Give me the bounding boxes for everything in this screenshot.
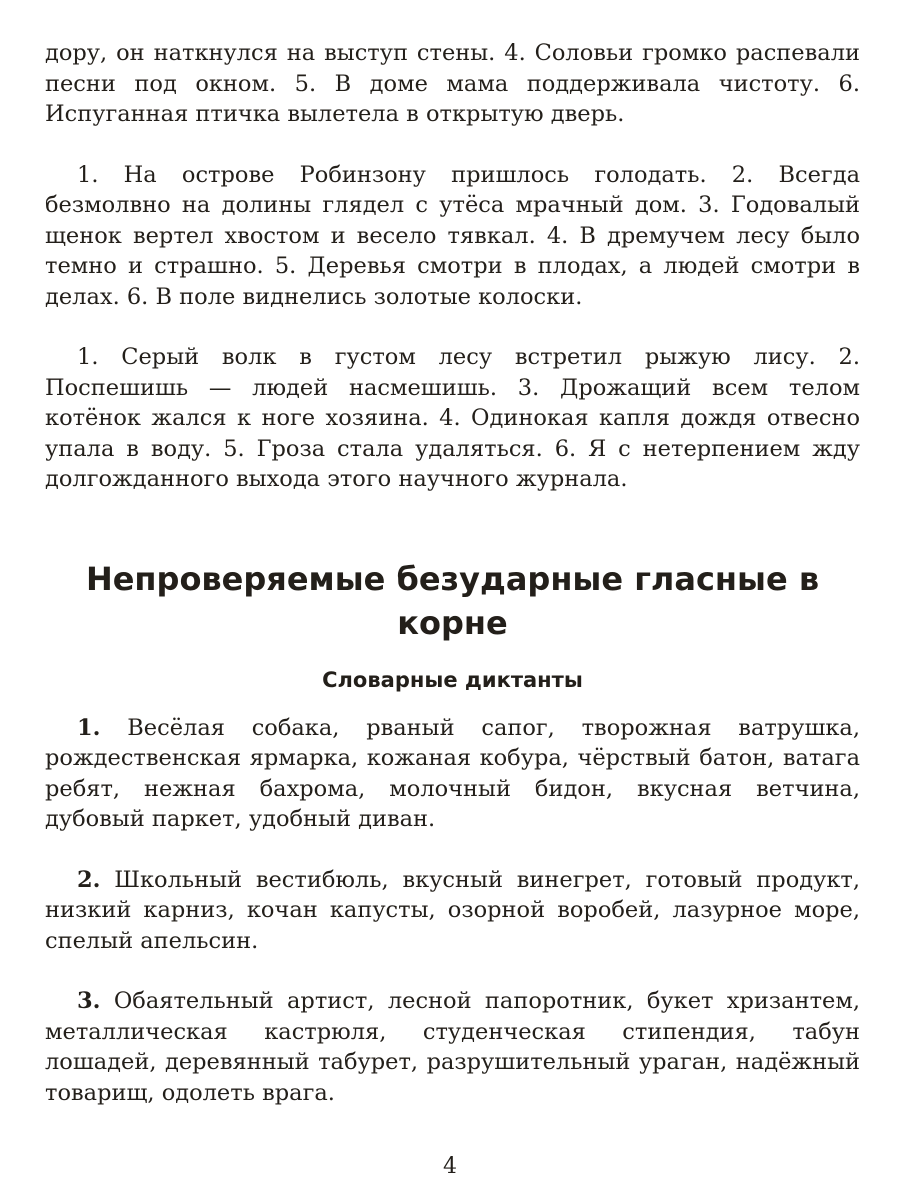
section-subtitle: Словарные диктанты bbox=[322, 667, 583, 692]
continuation-paragraph: дору, он наткнулся на выступ стены. 4. Соловьи громко распевали песни под окном. 5. В доме мама поддерживала чистоту. 6. Испуганная птичка вылетела в открытую дверь. bbox=[45, 40, 860, 127]
exercise-paragraph-3: 1. Серый волк в густом лесу встретил рыжую лису. 2. Поспешишь — людей насмешишь. 3. Дрожащий всем телом котёнок жался к ноге хозяина. 4. Одинокая капля дождя отвесно упала в воду. 5. Гроза стала удаляться. 6. Я с нетерпением жду долгожданного выхода этого научного журнала. bbox=[45, 344, 860, 492]
dictation-3 bbox=[45, 986, 860, 1108]
dictation-text: Весёлая собака, рваный сапог, творожная ватрушка, рождественская ярмарка, кожаная кобура, чёрствый батон, ватага ребят, нежная бахрома, молочный бидон, вкусная ветчина, дубовый паркет, удобный диван. bbox=[45, 714, 860, 832]
dictation-1 bbox=[45, 713, 860, 835]
dictation-number: 3. bbox=[77, 988, 101, 1014]
page-body bbox=[45, 38, 860, 1108]
dictation-2 bbox=[45, 865, 860, 957]
page-number: 4 bbox=[443, 1154, 457, 1179]
section-title: Непроверяемые безударные гласные в корне bbox=[85, 559, 820, 642]
dictation-number: 2. bbox=[77, 866, 101, 893]
exercise-paragraph-2: 1. На острове Робинзону пришлось голодать. 2. Всегда безмолвно на долины глядел с утёса мрачный дом. 3. Годовалый щенок вертел хвостом и весело тявкал. 4. В дремучем лесу было темно и страшно. 5. Деревья смотри в плодах, а людей смотри в делах. 6. В поле виднелись золотые колоски. bbox=[45, 161, 860, 310]
dictation-number: 1. bbox=[77, 714, 101, 741]
dictation-text: Школьный вестибюль, вкусный винегрет, готовый продукт, низкий карниз, кочан капусты, озорной воробей, лазурное море, спелый апельсин. bbox=[45, 866, 860, 954]
dictation-text: Обаятельный артист, лесной папоротник, букет хризантем, металлическая кастрюля, студенческая стипендия, табун лошадей, деревянный табурет, разрушительный ураган, надёжный товарищ, одолеть врага. bbox=[45, 988, 860, 1106]
